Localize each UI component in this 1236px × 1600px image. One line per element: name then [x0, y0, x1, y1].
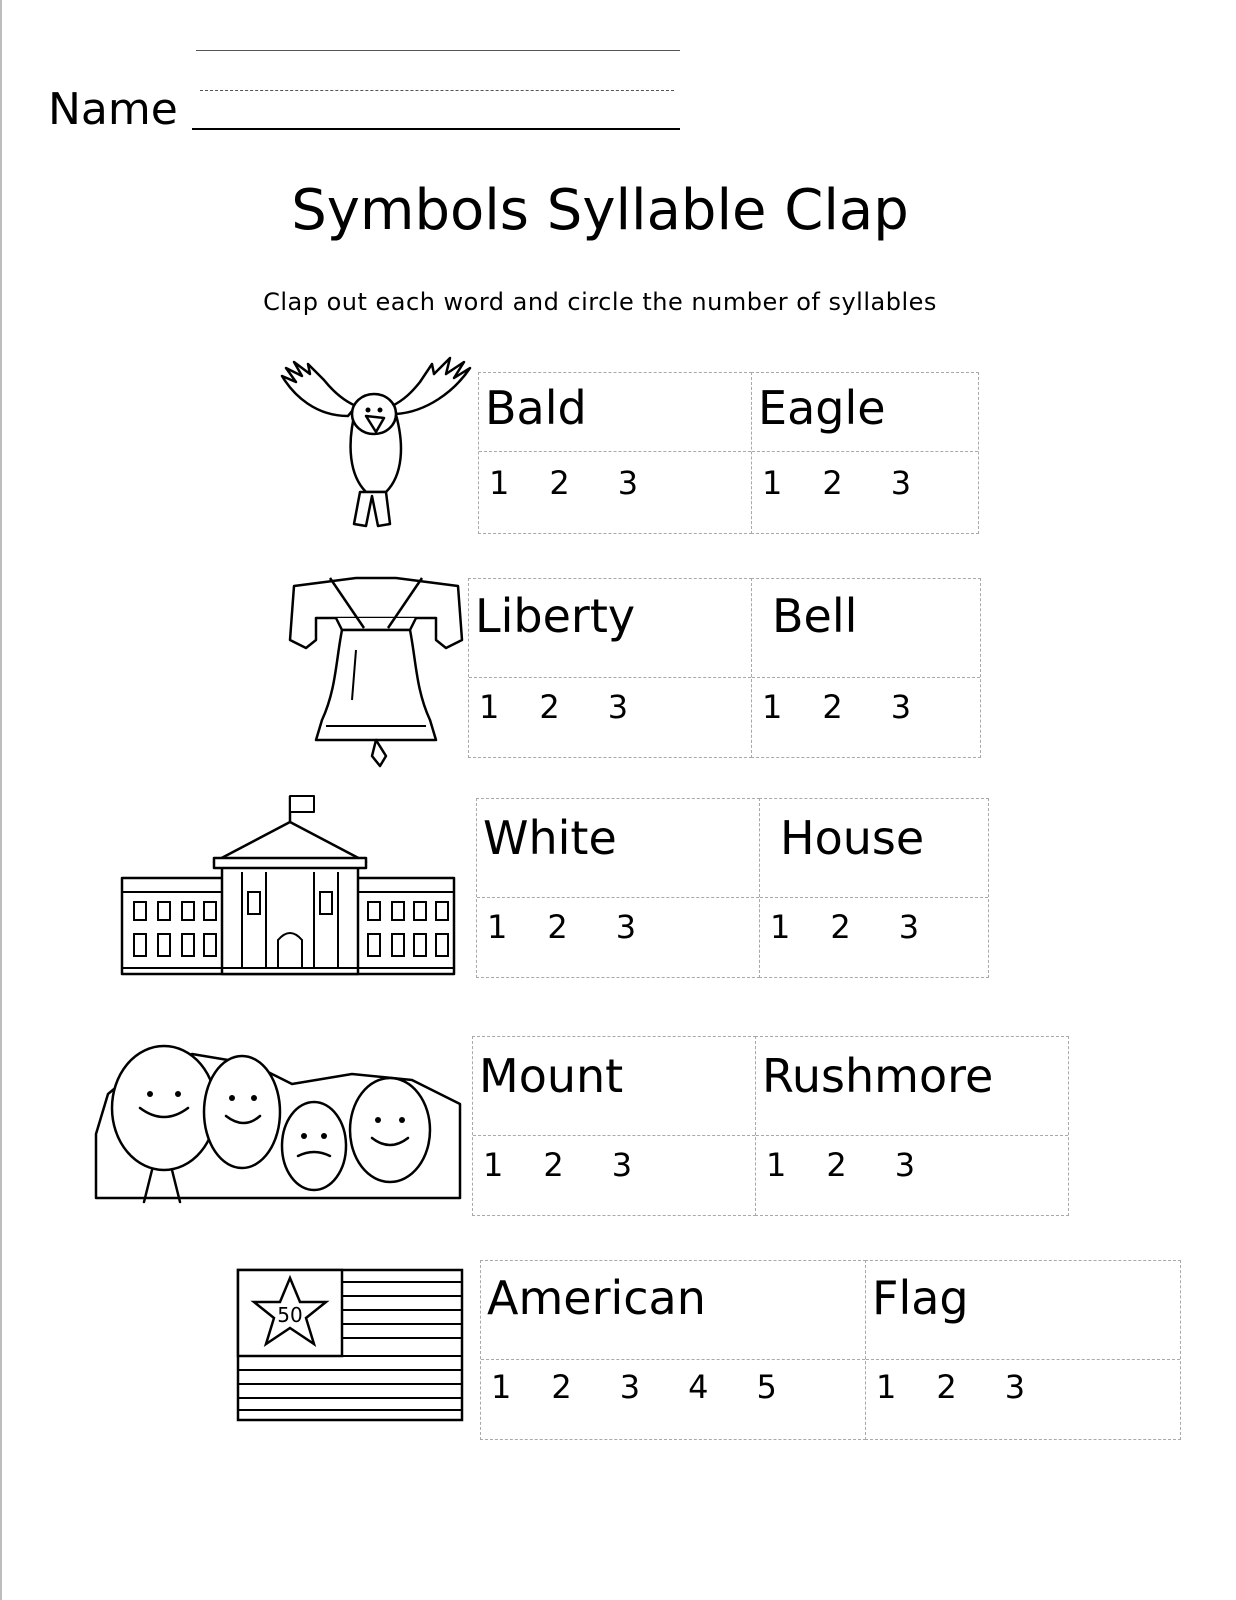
syllable-choices — [489, 464, 639, 502]
syllable-option-3[interactable]: 3 — [890, 464, 912, 502]
syllable-option-4[interactable]: 4 — [688, 1368, 709, 1406]
syllable-choices — [766, 1146, 916, 1184]
word-box-bald — [478, 372, 752, 534]
syllable-option-3[interactable]: 3 — [898, 908, 920, 946]
syllable-option-1[interactable]: 1 — [762, 464, 783, 502]
syllable-option-3[interactable]: 3 — [617, 464, 639, 502]
word-label: White — [483, 811, 617, 865]
white-house-icon — [118, 792, 458, 982]
word-label: American — [487, 1271, 706, 1325]
word-label: Bald — [485, 381, 587, 435]
word-box-rushmore — [755, 1036, 1069, 1216]
syllable-choices — [770, 908, 920, 946]
word-label: House — [780, 811, 925, 865]
syllable-option-2[interactable]: 2 — [549, 464, 570, 502]
bald-eagle-icon — [276, 356, 476, 532]
syllable-option-2[interactable]: 2 — [822, 464, 843, 502]
word-box-house — [759, 798, 989, 978]
american-flag-icon — [234, 1266, 466, 1436]
syllable-option-3[interactable]: 3 — [894, 1146, 916, 1184]
word-box-liberty — [468, 578, 752, 758]
word-box-bell — [751, 578, 981, 758]
word-box-flag — [865, 1260, 1181, 1440]
name-label: Name — [48, 84, 178, 135]
word-label: Liberty — [475, 589, 636, 643]
syllable-choices — [876, 1368, 1026, 1406]
flag-star-number: 50 — [277, 1303, 303, 1327]
syllable-option-1[interactable]: 1 — [762, 688, 783, 726]
syllable-option-2[interactable]: 2 — [551, 1368, 572, 1406]
syllable-choices — [762, 688, 912, 726]
syllable-choices — [491, 1368, 777, 1406]
word-label: Flag — [872, 1271, 969, 1325]
word-label: Eagle — [758, 381, 886, 435]
liberty-bell-icon — [286, 570, 466, 770]
mount-rushmore-icon — [92, 1034, 466, 1220]
syllable-option-3[interactable]: 3 — [890, 688, 912, 726]
syllable-option-1[interactable]: 1 — [491, 1368, 512, 1406]
syllable-choices — [483, 1146, 633, 1184]
name-write-line[interactable] — [192, 128, 680, 130]
syllable-option-2[interactable]: 2 — [543, 1146, 564, 1184]
syllable-option-3[interactable]: 3 — [619, 1368, 641, 1406]
word-box-american — [480, 1260, 866, 1440]
syllable-option-2[interactable]: 2 — [826, 1146, 847, 1184]
word-label: Bell — [772, 589, 858, 643]
word-box-mount — [472, 1036, 756, 1216]
syllable-option-3[interactable]: 3 — [611, 1146, 633, 1184]
syllable-option-2[interactable]: 2 — [547, 908, 568, 946]
syllable-option-3[interactable]: 3 — [1004, 1368, 1026, 1406]
worksheet-title: Symbols Syllable Clap — [291, 178, 909, 243]
syllable-option-1[interactable]: 1 — [489, 464, 510, 502]
syllable-option-3[interactable]: 3 — [607, 688, 629, 726]
syllable-option-1[interactable]: 1 — [487, 908, 508, 946]
syllable-option-5[interactable]: 5 — [756, 1368, 777, 1406]
syllable-option-2[interactable]: 2 — [936, 1368, 957, 1406]
syllable-option-2[interactable]: 2 — [822, 688, 843, 726]
syllable-option-1[interactable]: 1 — [483, 1146, 504, 1184]
syllable-option-3[interactable]: 3 — [615, 908, 637, 946]
word-box-eagle — [751, 372, 979, 534]
syllable-choices — [487, 908, 637, 946]
word-label: Mount — [479, 1049, 624, 1103]
syllable-choices — [762, 464, 912, 502]
instructions: Clap out each word and circle the number of syllables — [263, 288, 937, 316]
syllable-option-2[interactable]: 2 — [539, 688, 560, 726]
syllable-option-1[interactable]: 1 — [479, 688, 500, 726]
syllable-choices — [479, 688, 629, 726]
word-label: Rushmore — [762, 1049, 994, 1103]
name-guide-top-line — [196, 50, 680, 51]
syllable-option-1[interactable]: 1 — [766, 1146, 787, 1184]
word-box-white — [476, 798, 760, 978]
name-guide-dashed-line — [200, 90, 674, 91]
syllable-option-2[interactable]: 2 — [830, 908, 851, 946]
syllable-option-1[interactable]: 1 — [876, 1368, 897, 1406]
syllable-option-1[interactable]: 1 — [770, 908, 791, 946]
